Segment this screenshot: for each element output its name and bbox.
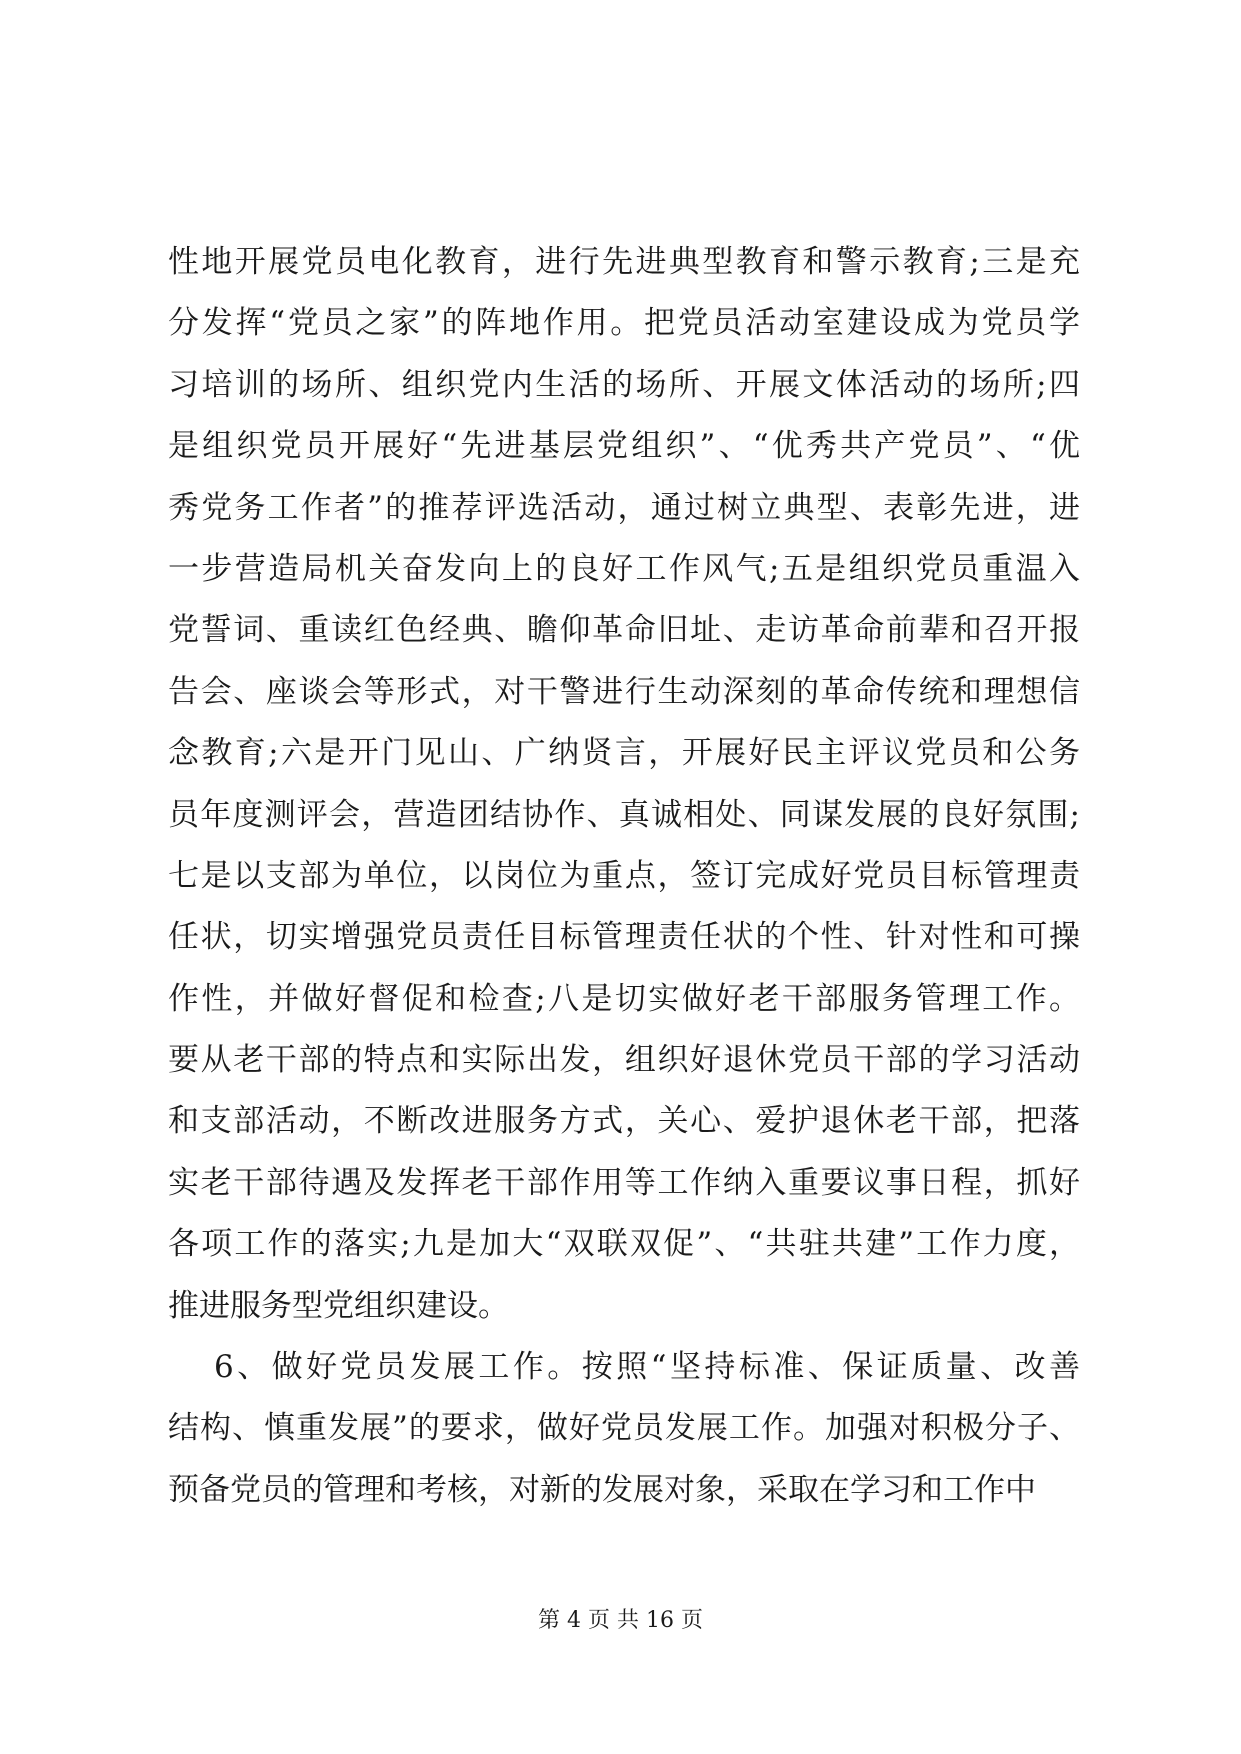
text-line: 6、做好党员发展工作。按照“坚持标准、保证质量、改善	[214, 1349, 1080, 1386]
text-line: 习培训的场所、组织党内生活的场所、开展文体活动的场所;四	[168, 366, 1080, 403]
paragraph	[168, 232, 1080, 1337]
text-line: 各项工作的落实;九是加大“双联双促”、“共驻共建”工作力度，	[168, 1226, 1080, 1263]
body-text	[168, 232, 1080, 1521]
text-line: 和支部活动，不断改进服务方式，关心、爱护退休老干部，把落	[168, 1103, 1080, 1140]
text-line: 是组织党员开展好“先进基层党组织”、“优秀共产党员”、“优	[168, 428, 1080, 465]
text-line: 结构、慎重发展”的要求，做好党员发展工作。加强对积极分子、	[168, 1410, 1080, 1447]
paragraph	[168, 1337, 1080, 1521]
text-line: 作性，并做好督促和检查;八是切实做好老干部服务管理工作。	[168, 980, 1080, 1017]
text-line: 推进服务型党组织建设。	[168, 1287, 509, 1324]
text-line: 预备党员的管理和考核，对新的发展对象，采取在学习和工作中	[168, 1471, 1036, 1508]
text-line: 七是以支部为单位，以岗位为重点，签订完成好党员目标管理责	[168, 857, 1080, 894]
text-line: 分发挥“党员之家”的阵地作用。把党员活动室建设成为党员学	[168, 305, 1080, 342]
text-line: 党誓词、重读红色经典、瞻仰革命旧址、走访革命前辈和召开报	[168, 612, 1080, 649]
text-line: 要从老干部的特点和实际出发，组织好退休党员干部的学习活动	[168, 1042, 1080, 1079]
text-line: 告会、座谈会等形式，对干警进行生动深刻的革命传统和理想信	[168, 673, 1080, 710]
text-line: 秀党务工作者”的推荐评选活动，通过树立典型、表彰先进，进	[168, 489, 1080, 526]
text-line: 一步营造局机关奋发向上的良好工作风气;五是组织党员重温入	[168, 550, 1080, 587]
text-line: 实老干部待遇及发挥老干部作用等工作纳入重要议事日程，抓好	[168, 1164, 1080, 1201]
text-line: 任状，切实增强党员责任目标管理责任状的个性、针对性和可操	[168, 919, 1080, 956]
text-line: 员年度测评会，营造团结协作、真诚相处、同谋发展的良好氛围;	[168, 796, 1080, 833]
text-line: 念教育;六是开门见山、广纳贤言，开展好民主评议党员和公务	[168, 735, 1080, 772]
page-footer: 第 4 页 共 16 页	[538, 1608, 703, 1633]
text-line: 性地开展党员电化教育，进行先进典型教育和警示教育;三是充	[168, 244, 1080, 280]
